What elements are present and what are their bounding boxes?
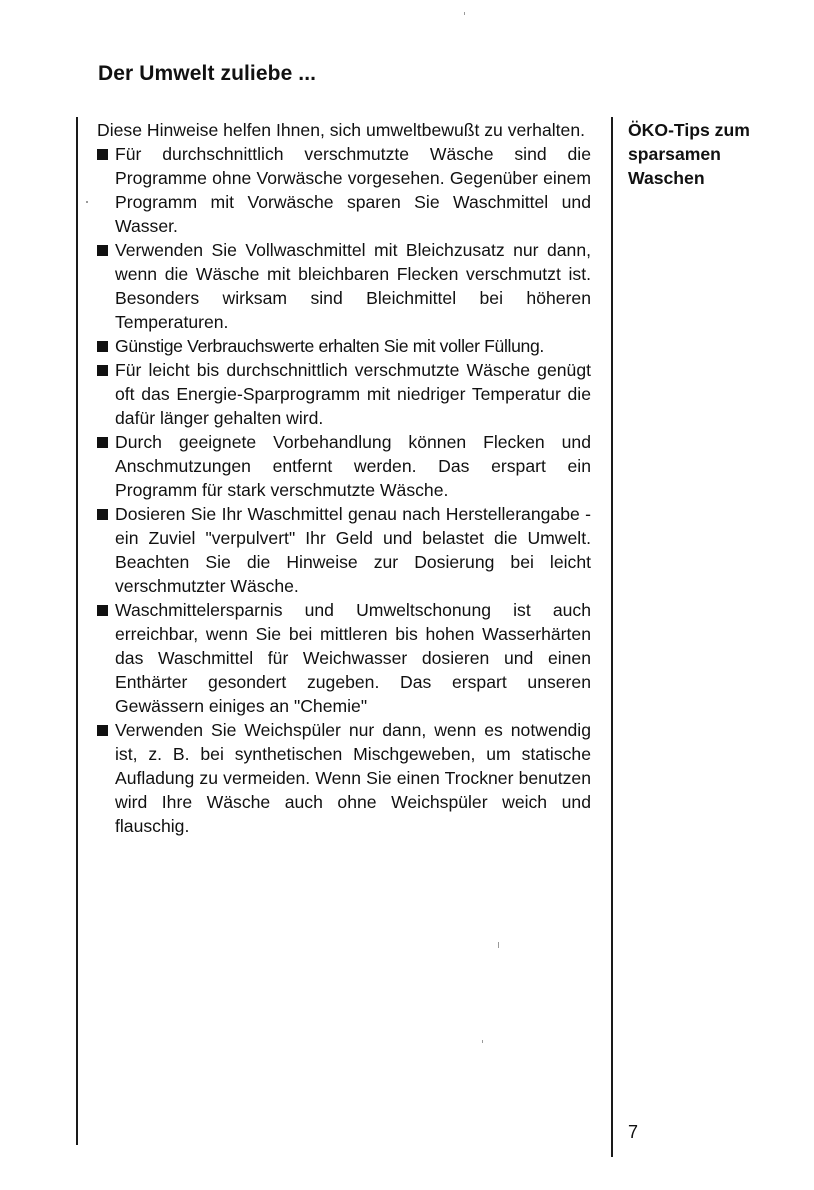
square-bullet-icon: [97, 437, 108, 448]
page-heading: Der Umwelt zuliebe ...: [98, 62, 317, 85]
page-number: 7: [628, 1122, 639, 1142]
tip-item: [97, 502, 591, 598]
tip-text: Durch geeignete Vorbehandlung können Flecken und Anschmutzungen entfernt werden. Das erspart ein Programm für stark verschmutzte Wäsche.: [115, 432, 591, 500]
scan-speck: [498, 942, 499, 948]
tip-text: Verwenden Sie Vollwaschmittel mit Bleichzusatz nur dann, wenn die Wäsche mit bleichbaren Flecken verschmutzt ist. Besonders wirksam sind Bleichmittel bei höheren Temperaturen.: [115, 240, 591, 332]
tip-text: Dosieren Sie Ihr Waschmittel genau nach Herstellerangabe - ein Zuviel "verpulvert" Ihr Geld und belastet die Umwelt. Beachten Sie die Hinweise zur Dosierung bei leicht verschmutzter Wäsche.: [115, 504, 591, 596]
tip-item: [97, 598, 591, 718]
square-bullet-icon: [97, 245, 108, 256]
square-bullet-icon: [97, 149, 108, 160]
tip-text: Verwenden Sie Weichspüler nur dann, wenn es notwendig ist, z. B. bei synthetischen Mischgeweben, um statische Aufladung zu vermeiden. Wenn Sie einen Trockner benutzen wird Ihre Wäsche auch ohne Weichspüler weich und flauschig.: [115, 720, 591, 836]
main-text-column: [97, 118, 591, 838]
intro-paragraph: Diese Hinweise helfen Ihnen, sich umweltbewußt zu verhalten.: [97, 120, 585, 140]
square-bullet-icon: [97, 605, 108, 616]
column-divider-rule: [611, 117, 613, 1157]
square-bullet-icon: [97, 365, 108, 376]
scan-speck: [86, 201, 88, 203]
tip-item: [97, 238, 591, 334]
square-bullet-icon: [97, 341, 108, 352]
square-bullet-icon: [97, 725, 108, 736]
tip-text: Günstige Verbrauchswerte erhalten Sie mit voller Füllung.: [115, 336, 544, 356]
tip-item: [97, 142, 591, 238]
left-margin-rule: [76, 117, 78, 1145]
tip-item: [97, 358, 591, 430]
tip-item: [97, 430, 591, 502]
tip-text: Waschmittelersparnis und Umweltschonung ist auch erreichbar, wenn Sie bei mittleren bis hohen Wasserhärten das Waschmittel für Weichwasser dosieren und einen Enthärter gesondert zugeben. Das erspart unseren Gewässern einiges an "Chemie": [115, 600, 591, 716]
tip-item: [97, 718, 591, 838]
sidebar-title: ÖKO-Tips zum sparsamen Waschen: [628, 120, 750, 188]
square-bullet-icon: [97, 509, 108, 520]
scan-speck: [482, 1040, 483, 1043]
tips-list: [97, 142, 591, 838]
tip-item: [97, 334, 591, 358]
scan-speck: [464, 12, 465, 15]
tip-text: Für durchschnittlich verschmutzte Wäsche sind die Programme ohne Vorwäsche vorgesehen. Gegenüber einem Programm mit Vorwäsche sparen Sie Waschmittel und Wasser.: [115, 144, 591, 236]
tip-text: Für leicht bis durchschnittlich verschmutzte Wäsche genügt oft das Energie-Sparprogramm mit niedriger Temperatur die dafür länger gehalten wird.: [115, 360, 591, 428]
